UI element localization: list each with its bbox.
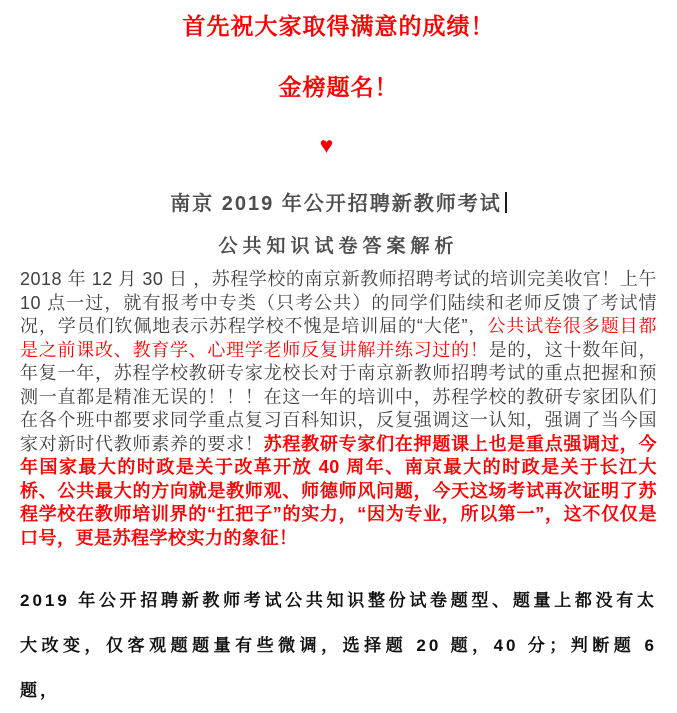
text-cursor — [505, 192, 507, 213]
closing-paragraph[interactable]: 2019 年公开招聘新教师考试公共知识整份试卷题型、题量上都没有太大改变，仅客观题题量有些微调，选择题 20 题，40 分；判断题 6 题， — [20, 591, 657, 700]
doc-title-line — [20, 192, 657, 217]
heart-icon: ♥ — [319, 132, 334, 158]
highlight-red-run: 公共试卷很多题目都是之前课改、教育学、心理学老师反复讲解并练习过的！ — [20, 316, 657, 360]
intro-paragraph[interactable] — [20, 268, 657, 550]
intro-black-run-1: 2018 年 12 月 30 日 ，苏程学校的南京新教师招聘考试的培训完美收官！上午 10 点一过，就有报考中专类（只考公共）的同学们陆续和老师反馈了考试情况，学员们钦佩地表示苏程学校不愧是培训届的“大佬”， — [20, 269, 657, 336]
doc-title: 南京 2019 年公开招聘新教师考试 — [170, 193, 502, 215]
highlight-red-bold-run: 苏程教研专家们在押题课上也是重点强调过，今年国家最大的时政是关于改革开放 40 周年、南京最大的时政是关于长江大桥、公共最大的方向就是教师观、师德师风问题，今天这场考试再次证明了苏程学校在教师培训界的“扛把子”的实力，“因为专业，所以第一”，这不仅仅是口号，更是苏程学校实力的象征！ — [20, 433, 658, 548]
greeting-heading: 首先祝大家取得满意的成绩！ — [182, 13, 495, 39]
doc-subtitle: 公共知识试卷答案解析 — [218, 236, 459, 257]
intro-black-run-2: 是的，这十数年间，年复一年，苏程学校教研专家龙校长对于南京新教师招聘考试的重点把握和预测一直都是精准无误的！！！在这一年的培训中，苏程学校的教研专家团队们在各个班中都要求同学重点复习百科知识，反复强调这一认知，强调了当今国家对新时代教师素养的要求！ — [20, 339, 658, 454]
blessing-heading: 金榜题名！ — [278, 74, 399, 100]
